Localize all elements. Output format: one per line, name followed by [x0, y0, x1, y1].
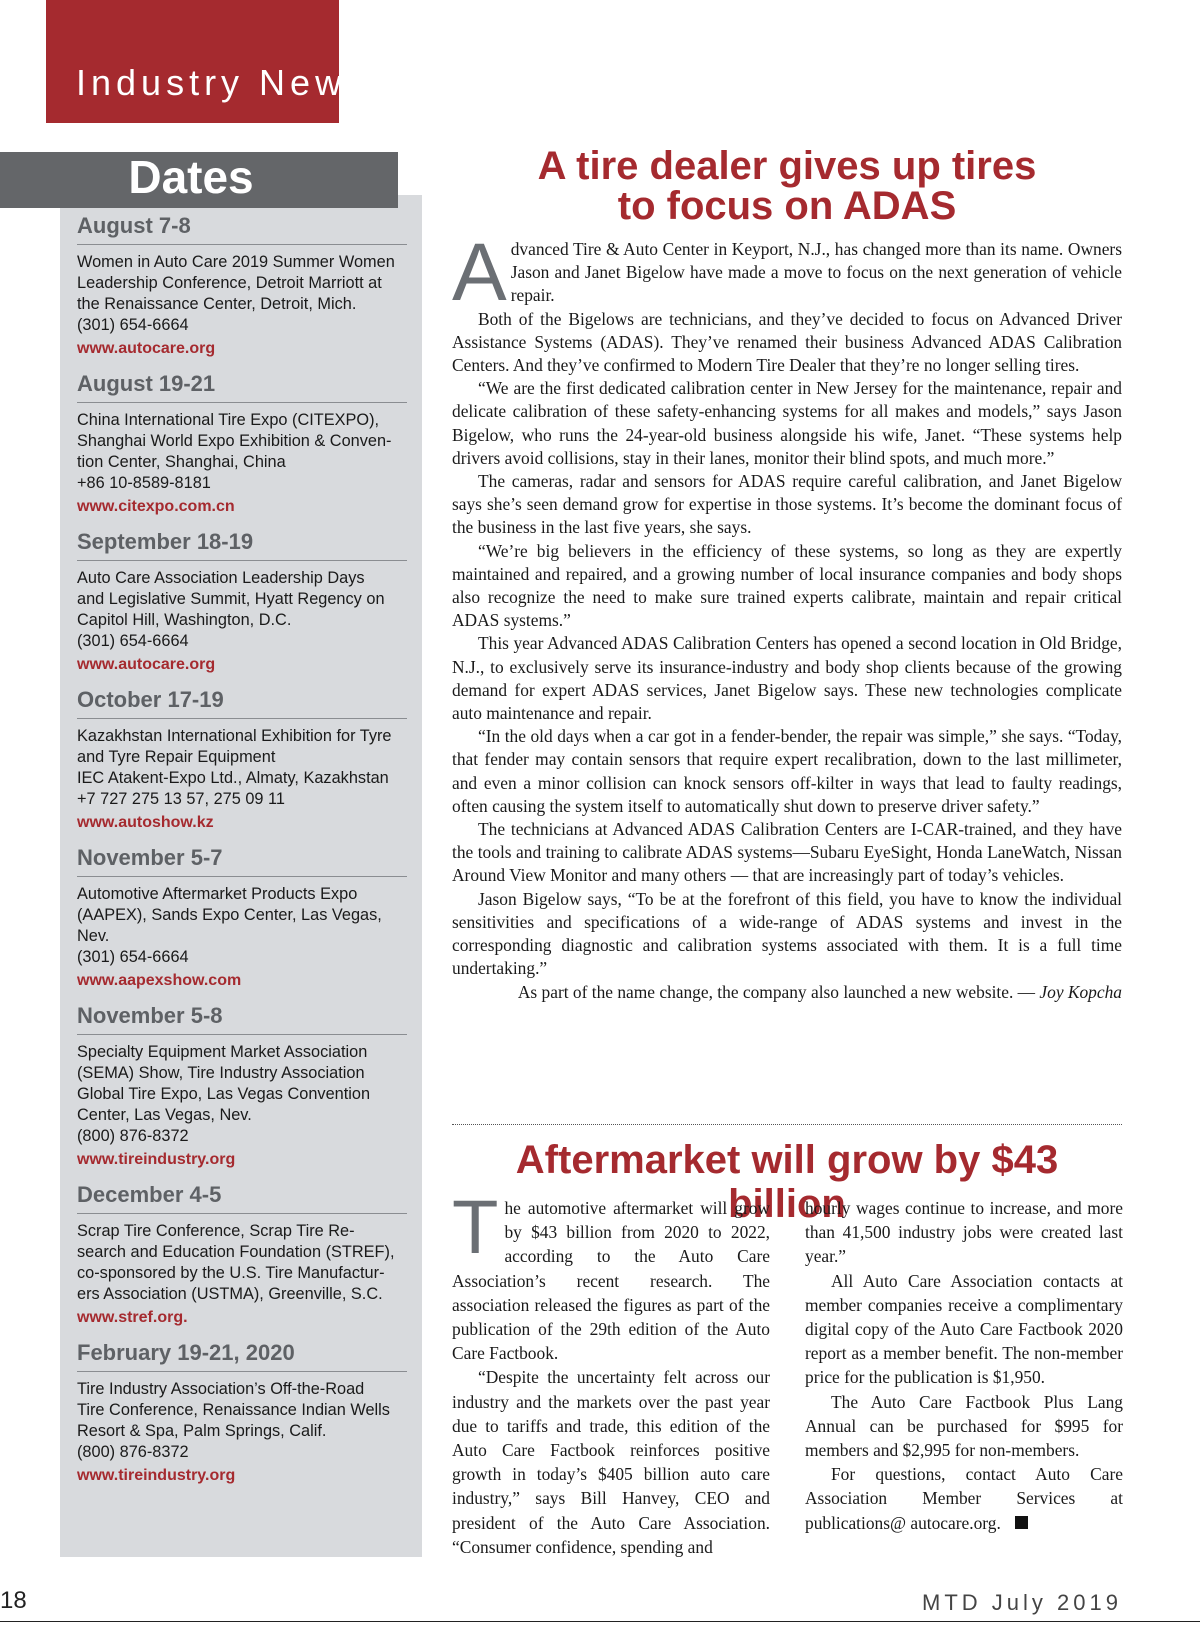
event-description-line: search and Education Foundation (STREF),	[77, 1242, 395, 1261]
article-body	[452, 227, 1122, 1004]
article-closing-paragraph: As part of the name change, the company also launched a new website. — Joy Kopcha	[517, 981, 1122, 1002]
article-paragraph: Advanced Tire & Auto Center in Keyport, N.J., has changed more than its name. Owners Jason and Janet Bigelow have made a move to focus on the next generation of vehicle repair.	[452, 227, 1122, 318]
event-description	[77, 567, 394, 651]
event-date: September 18-19	[77, 528, 407, 561]
article-paragraph: “In the old days when a car got in a fender-bender, the repair was simple,” she says. “Today, that fender may contain sensors that require expert recalibration, down to the last millimeter, and even a minor collision can knock sensors off-kilter in ways that lead to faulty readings, often causing the system itself to automatically shut down to preserve driver safety.”	[452, 726, 1122, 816]
event-description-line: (AAPEX), Sands Expo Center, Las Vegas,	[77, 905, 382, 924]
headline-line-1: A tire dealer gives up tires	[537, 144, 1037, 188]
event-description-line: (SEMA) Show, Tire Industry Association	[77, 1063, 365, 1082]
event-description	[77, 251, 394, 335]
article-2-paragraph: hourly wages continue to increase, and more than 41,500 industry jobs were created last year.”	[805, 1198, 1123, 1267]
event-description-line: IEC Atakent-Expo Ltd., Almaty, Kazakhstan	[77, 768, 389, 787]
event-description-line: (301) 654-6664	[77, 315, 189, 334]
event-item	[77, 370, 407, 518]
event-description-line: Center, Las Vegas, Nev.	[77, 1105, 252, 1124]
article-paragraph: “We are the first dedicated calibration center in New Jersey for the maintenance, repair and delicate calibration of these safety-enhancing systems for all makes and models,” says Jason Bigelow, who runs the 24-year-old business alongside his wife, Janet. “These systems help drivers avoid collisions, stay in their lanes, monitor their blind spots, and much more.”	[452, 378, 1122, 468]
article-paragraph: The technicians at Advanced ADAS Calibration Centers are I-CAR-trained, and they have the tools and training to calibrate ADAS systems—Subaru EyeSight, Honda LaneWatch, Nissan Around View Monitor and many others — that are increasingly part of today’s vehicles.	[452, 819, 1122, 886]
article-paragraph: Both of the Bigelows are technicians, and they’ve decided to focus on Advanced Driver Assistance Systems (ADAS). They’ve renamed their business Advanced ADAS Calibration Centers. And they’ve confirmed to Modern Tire Dealer that they’re no longer selling tires.	[452, 308, 1122, 376]
section-banner-label: Industry News	[76, 62, 370, 103]
article-2-paragraph: For questions, contact Auto Care Association Member Services at publications@ autocare.org.	[805, 1464, 1123, 1533]
event-date: December 4-5	[77, 1181, 407, 1214]
dates-header	[0, 152, 398, 208]
event-description-line: Tire Conference, Renaissance Indian Wells	[77, 1400, 390, 1419]
event-url-link[interactable]: www.citexpo.com.cn	[77, 498, 235, 515]
event-description-line: Leadership Conference, Detroit Marriott at	[77, 273, 382, 292]
event-description-line: Women in Auto Care 2019 Summer Women	[77, 252, 395, 271]
event-url-link[interactable]: www.tireindustry.org	[77, 1467, 236, 1484]
event-description-line: Automotive Aftermarket Products Expo	[77, 884, 358, 903]
event-description-line: Tire Industry Association’s Off-the-Road	[77, 1379, 365, 1398]
event-description-line: and Tyre Repair Equipment	[77, 747, 276, 766]
footer-rule	[0, 1621, 1200, 1622]
event-description-line: and Legislative Summit, Hyatt Regency on	[77, 589, 385, 608]
article-paragraph: “We’re big believers in the efficiency of these systems, so long as they are expertly maintained and repaired, and a growing number of local insurance companies and body shops also recognize the need to make sure trained experts calibrate, maintain and repair critical ADAS systems.”	[452, 540, 1122, 631]
article-2-column-right	[805, 1196, 1123, 1535]
event-url-link[interactable]: www.stref.org.	[77, 1309, 188, 1326]
end-mark-icon	[1015, 1516, 1028, 1529]
event-description-line: Capitol Hill, Washington, D.C.	[77, 610, 292, 629]
headline-line-2: to focus on ADAS	[617, 184, 957, 228]
event-item	[77, 212, 407, 360]
drop-cap: T	[452, 1185, 499, 1270]
event-description-line: tion Center, Shanghai, China	[77, 452, 286, 471]
event-list	[77, 212, 407, 1497]
event-description-line: Auto Care Association Leadership Days	[77, 568, 365, 587]
article-2-headline: Aftermarket will grow by $43 billion	[515, 1138, 1059, 1226]
event-description-line: Resort & Spa, Palm Springs, Calif.	[77, 1421, 327, 1440]
section-banner	[46, 0, 370, 123]
article-paragraph: This year Advanced ADAS Calibration Centers has opened a second location in Old Bridge, N.J., to exclusively serve its insurance-industry and body shop clients because of the growing demand for expert ADAS services, Janet Bigelow says. These new technologies complicate auto maintenance and repair.	[452, 633, 1122, 724]
event-url-link[interactable]: www.aapexshow.com	[77, 972, 242, 989]
event-description-line: the Renaissance Center, Detroit, Mich.	[77, 294, 357, 313]
event-url-link[interactable]: www.autocare.org	[77, 656, 216, 673]
event-description-line: co-sponsored by the U.S. Tire Manufactur-	[77, 1263, 385, 1282]
event-description	[77, 1041, 394, 1146]
event-description-line: +7 727 275 13 57, 275 09 11	[77, 789, 285, 808]
article-2-paragraph: The Auto Care Factbook Plus Lang Annual can be purchased for $995 for members and $2,995 for non-members.	[805, 1391, 1123, 1461]
article-paragraph: Jason Bigelow says, “To be at the forefront of this field, you have to know the individual sensitivities and specifications of a wide-range of ADAS systems and invest in the corresponding diagnostic and calibration systems associated with them. It is a full time undertaking.”	[452, 888, 1122, 979]
drop-cap: A	[452, 227, 507, 318]
event-description-line: Shanghai World Expo Exhibition & Conven-	[77, 431, 392, 450]
event-item	[77, 1002, 407, 1171]
event-description-line: ers Association (USTMA), Greenville, S.C.	[77, 1284, 383, 1303]
event-description	[77, 409, 394, 493]
event-url-link[interactable]: www.autocare.org	[77, 340, 216, 357]
event-item	[77, 528, 407, 676]
event-description-line: China International Tire Expo (CITEXPO),	[77, 410, 380, 429]
event-description	[77, 1220, 394, 1304]
event-item	[77, 844, 407, 992]
page-number: 18	[0, 1587, 27, 1614]
event-description-line: (800) 876-8372	[77, 1442, 189, 1461]
event-description-line: (800) 876-8372	[77, 1126, 189, 1145]
event-description	[77, 725, 394, 809]
event-description-line: Specialty Equipment Market Association	[77, 1042, 368, 1061]
event-date: November 5-8	[77, 1002, 407, 1035]
event-description-line: (301) 654-6664	[77, 631, 189, 650]
article-2-paragraph: “Despite the uncertainty felt across our industry and the markets over the past year due to tariffs and trade, this edition of the Auto Care Factbook reinforces positive growth in today’s $405 billion auto care industry,” says Bill Hanvey, CEO and president of the Auto Care Association. “Consumer confidence, spending and	[452, 1367, 770, 1557]
event-description-line: +86 10-8589-8181	[77, 473, 211, 492]
byline: Joy Kopcha	[1039, 981, 1122, 1002]
event-date: November 5-7	[77, 844, 407, 877]
dates-title: Dates	[128, 151, 254, 203]
event-url-link[interactable]: www.autoshow.kz	[77, 814, 214, 831]
event-description	[77, 883, 394, 967]
event-date: August 19-21	[77, 370, 407, 403]
event-description-line: Kazakhstan International Exhibition for Tyre	[77, 726, 392, 745]
article-2-column-left	[452, 1185, 770, 1559]
article-headline	[452, 146, 1122, 226]
article-paragraph: The cameras, radar and sensors for ADAS require careful calibration, and Janet Bigelow says she’s seen demand grow for expertise in those systems. It’s become the dominant focus of the business in the last five years, she says.	[452, 471, 1122, 538]
event-item	[77, 686, 407, 834]
article-divider	[452, 1124, 1122, 1125]
event-description-line: Scrap Tire Conference, Scrap Tire Re-	[77, 1221, 355, 1240]
event-description-line: Global Tire Expo, Las Vegas Convention	[77, 1084, 371, 1103]
event-url-link[interactable]: www.tireindustry.org	[77, 1151, 236, 1168]
event-item	[77, 1339, 407, 1487]
event-description-line: (301) 654-6664	[77, 947, 189, 966]
event-item	[77, 1181, 407, 1329]
event-description	[77, 1378, 394, 1462]
article-2-paragraph: The automotive aftermarket will grow by $43 billion from 2020 to 2022, according to the Auto Care Association’s recent research. The association released the figures as part of the publication of the 29th edition of the Auto Care Factbook.	[452, 1185, 770, 1364]
event-date: August 7-8	[77, 212, 407, 245]
article-2-paragraph: All Auto Care Association contacts at member companies receive a complimentary digital copy of the Auto Care Factbook 2020 report as a member benefit. The non-member price for the publication is $1,950.	[805, 1270, 1123, 1388]
event-date: February 19-21, 2020	[77, 1339, 407, 1372]
publication-folio: MTD July 2019	[922, 1590, 1122, 1615]
event-date: October 17-19	[77, 686, 407, 719]
event-description-line: Nev.	[77, 926, 110, 945]
